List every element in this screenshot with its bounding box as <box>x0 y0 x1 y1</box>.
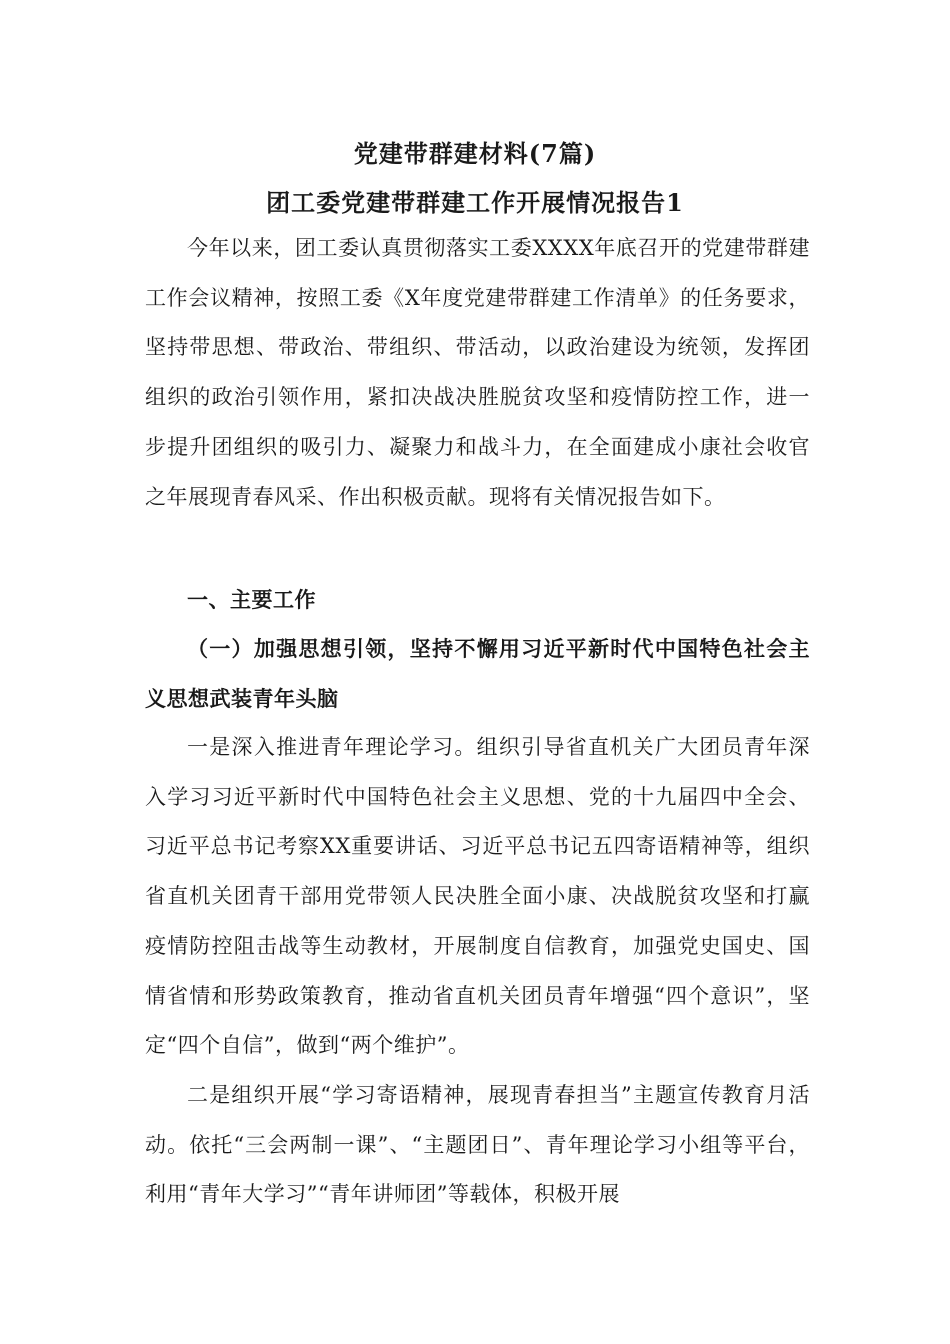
subsection-heading-1: （一）加强思想引领，坚持不懈用习近平新时代中国特色社会主义思想武装青年头脑 <box>145 636 810 711</box>
subsection-container <box>145 624 810 723</box>
report-title: 团工委党建带群建工作开展情况报告1 <box>266 188 684 217</box>
item-1-container <box>145 723 810 1071</box>
section-heading-container <box>145 575 810 625</box>
document-title: 党建带群建材料(7篇) <box>353 139 597 168</box>
paragraph-intro: 今年以来，团工委认真贯彻落实工委XXXX年底召开的党建带群建工作会议精神，按照工委《X年度党建带群建工作清单》的任务要求，坚持带思想、带政治、带组织、带活动，以政治建设为统领，发挥团组织的政治引领作用，紧扣决战决胜脱贫攻坚和疫情防控工作，进一步提升团组织的吸引力、凝聚力和战斗力，在全面建成小康社会收官之年展现青春风采、作出积极贡献。现将有关情况报告如下。 <box>145 236 810 509</box>
paragraph-item-2: 二是组织开展“学习寄语精神，展现青春担当”主题宣传教育月活动。依托“三会两制一课”、“主题团日”、青年理论学习小组等平台，利用“青年大学习”“青年讲师团”等载体，积极开展 <box>145 1083 810 1207</box>
paragraph-item-1: 一是深入推进青年理论学习。组织引导省直机关广大团员青年深入学习习近平新时代中国特色社会主义思想、党的十九届四中全会、习近平总书记考察XX重要讲话、习近平总书记五四寄语精神等，组织省直机关团青干部用党带领人民决胜全面小康、决战脱贫攻坚和打赢疫情防控阻击战等生动教材，开展制度自信教育，加强党史国史、国情省情和形势政策教育，推动省直机关团员青年增强“四个意识”，坚定“四个自信”，做到“两个维护”。 <box>145 735 810 1058</box>
document-body <box>145 224 810 522</box>
section-heading-main-work: 一、主要工作 <box>187 587 316 612</box>
item-2-container <box>145 1071 810 1220</box>
